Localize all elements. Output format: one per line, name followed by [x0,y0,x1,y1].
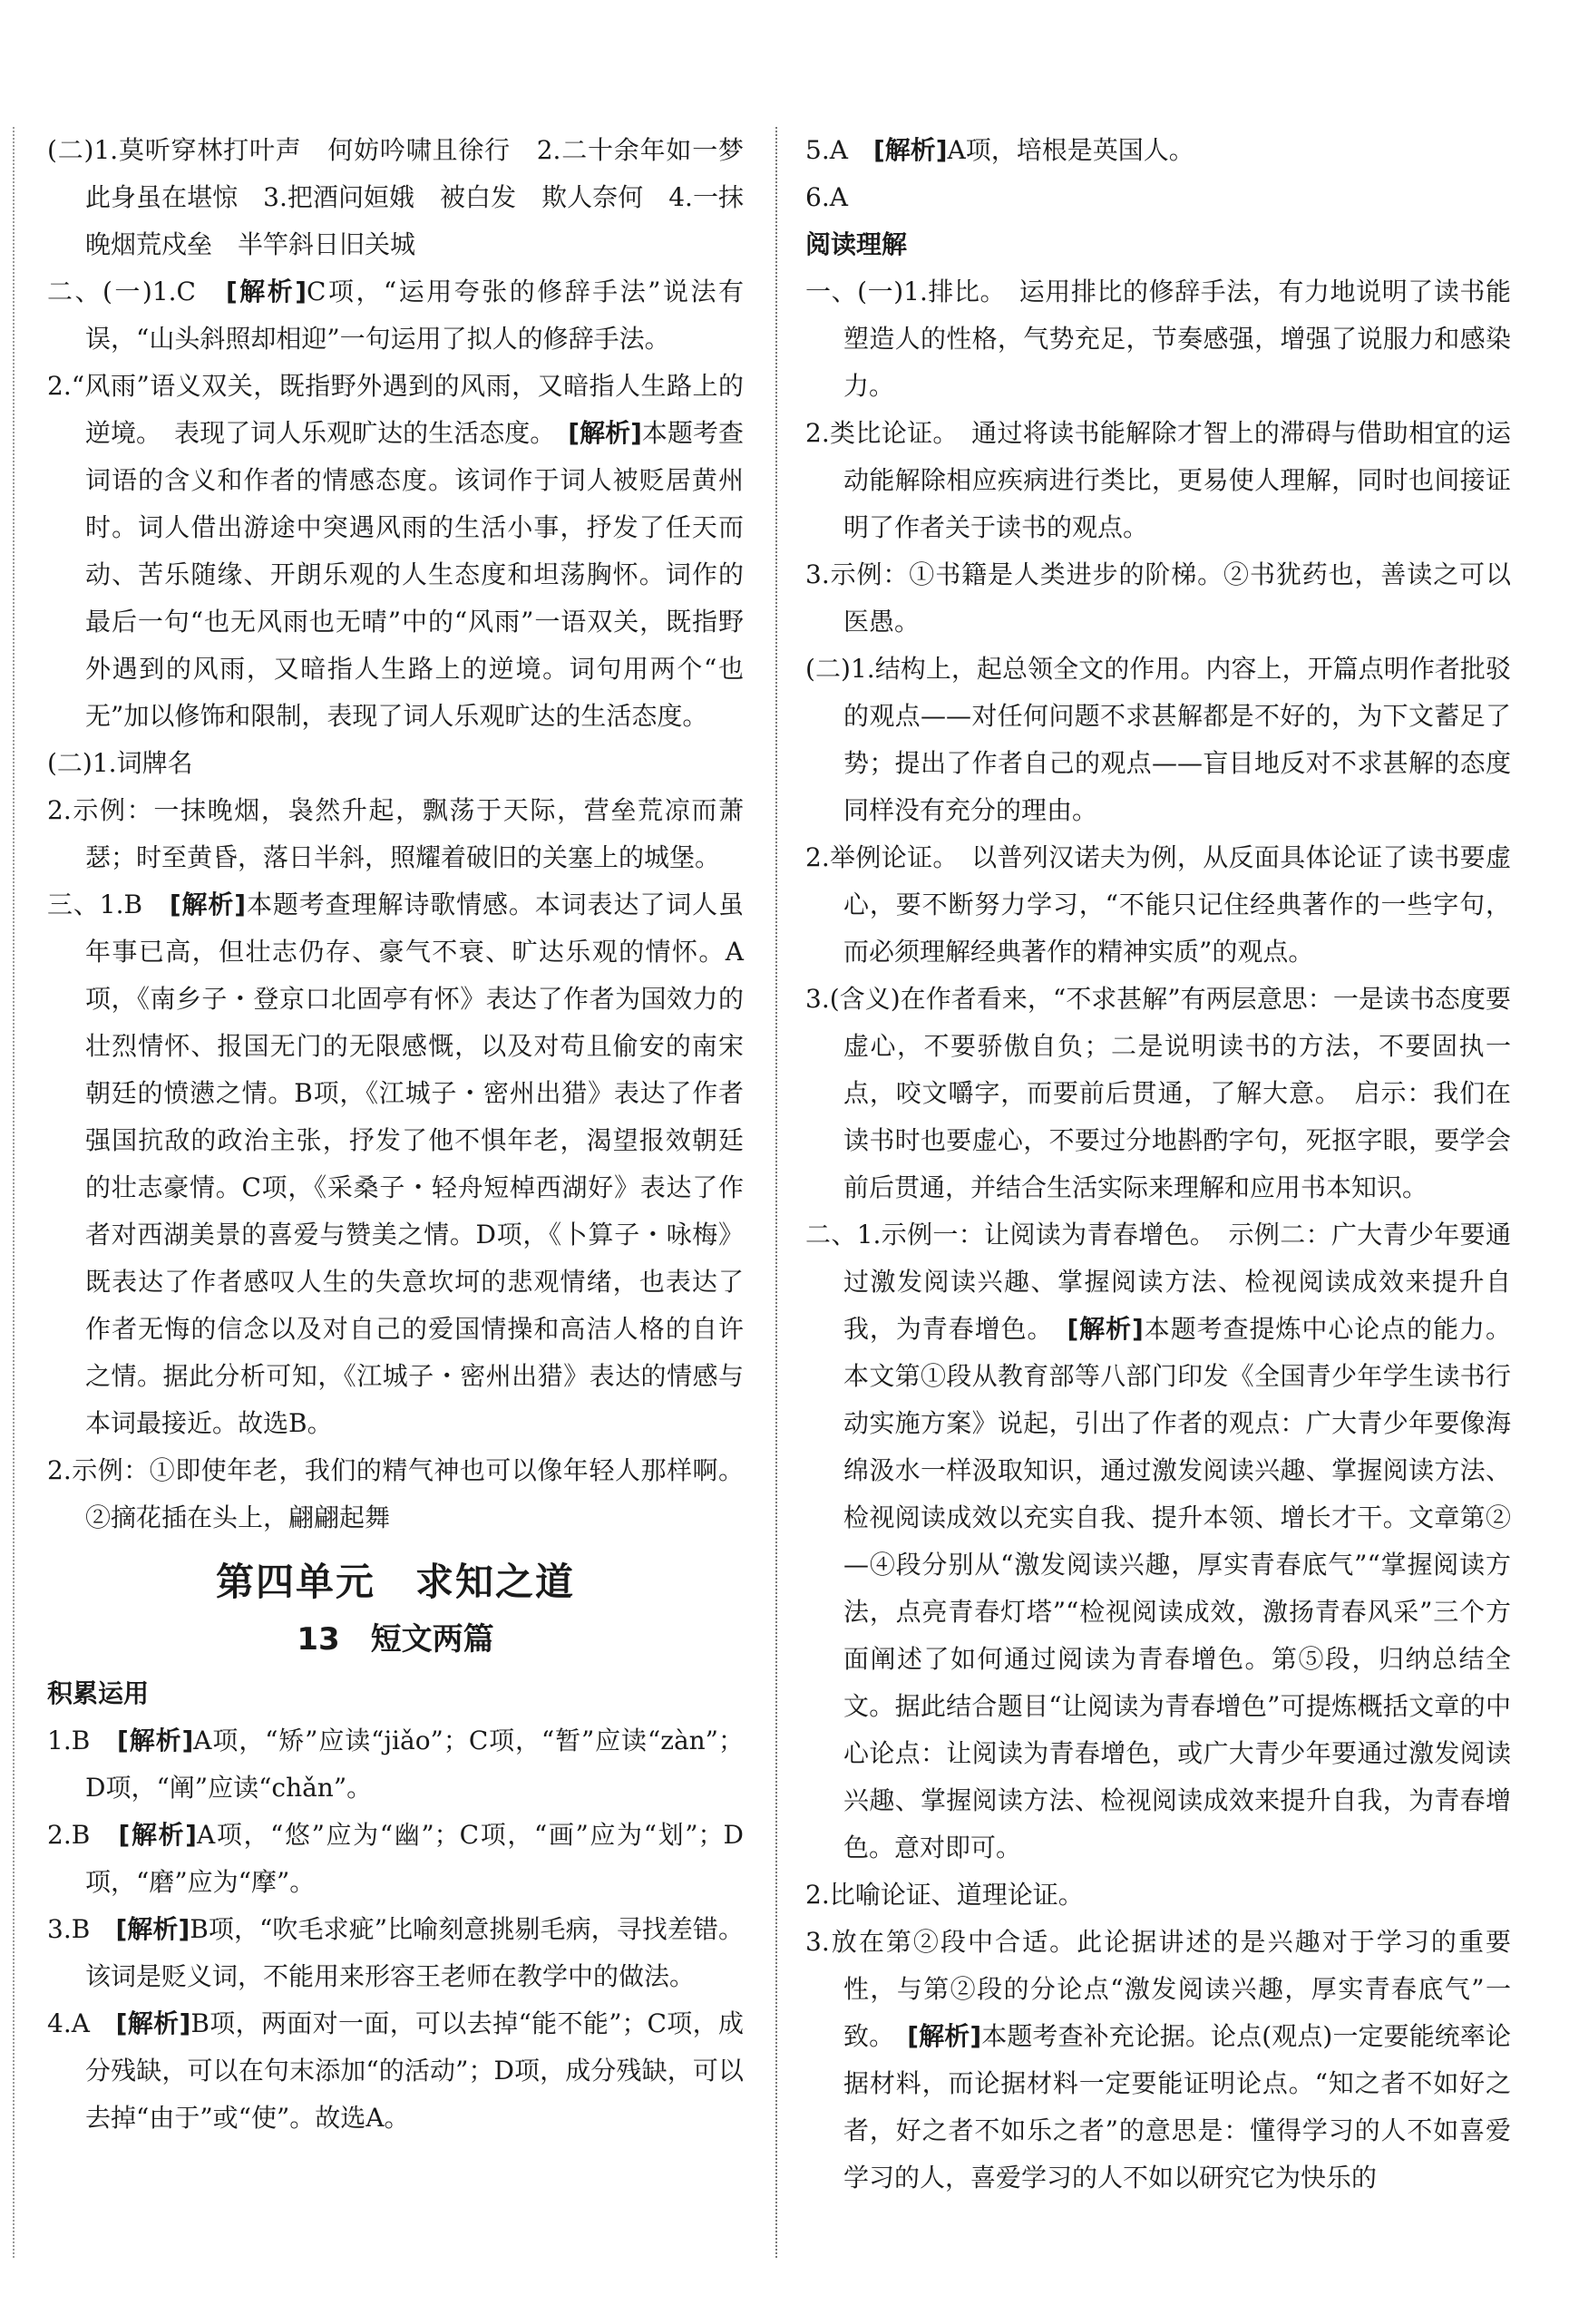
column-divider [775,127,777,2258]
answer-block [47,1906,744,2000]
answer-block: (二)1.莫听穿林打叶声 何妨吟啸且徐行 2.二十余年如一梦 此身虽在堪惊 3.把酒问姮娥 被白发 欺人奈何 4.一抹晚烟荒戍垒 半竿斜日旧关城 [47,135,770,259]
answer-text: 2.B [47,1820,119,1850]
answer-text: 3.放在第②段中合适。此论据讲述的是兴趣对于学习的重要性，与第②段的分论点“激发阅读兴趣，厚实青春底气”一致。 [805,1927,1511,2051]
answer-text: 1.B [47,1726,118,1755]
analysis-text: A项，培根是英国人。 [947,135,1194,165]
answer-block: 一、(一)1.排比。 运用排比的修辞手法，有力地说明了读书能塑造人的性格，气势充足，节奏感强，增强了说服力和感染力。 [805,277,1511,401]
answer-block [47,2000,744,2142]
analysis-text: A项，“矫”应读“jiǎo”；C项，“暂”应读“zàn”；D项，“阐”应读“chǎn”。 [85,1726,744,1803]
lesson-title: 13 短文两篇 [297,1621,494,1658]
section-heading: 积累运用 [47,1678,150,1708]
answer-block: (二)1.结构上，起总领全文的作用。内容上，开篇点明作者批驳的观点——对任何问题不求甚解都是不好的，为下文蓄足了势；提出了作者自己的观点——盲目地反对不求甚解的态度同样没有充分的理由。 [805,654,1511,825]
answer-block: 2.类比论证。 通过将读书能解除才智上的滞碍与借助相宜的运动能解除相应疾病进行类比，更易使人理解，同时也间接证明了作者关于读书的观点。 [805,418,1511,542]
answer-block [805,1919,1511,2202]
answer-block: 2.示例：一抹晚烟，袅然升起，飘荡于天际，营垒荒凉而萧瑟；时至黄昏，落日半斜，照耀着破旧的关塞上的城堡。 [47,795,744,872]
analysis-text: A项，“悠”应为“幽”；C项，“画”应为“划”；D项，“磨”应为“摩”。 [85,1820,744,1897]
answer-block: (二)1.词牌名 [47,748,193,778]
answer-text: 2.“风雨”语义双关，既指野外遇到的风雨，又暗指人生路上的逆境。 表现了词人乐观旷达的生活态度。 [47,371,744,448]
analysis-text: C项，“运用夸张的修辞手法”说法有误，“山头斜照却相迎”一句运用了拟人的修辞手法。 [85,277,744,354]
answer-block: 6.A [805,182,848,212]
answer-block [47,1812,744,1906]
left-margin-line [13,127,15,2258]
answer-block: 2.比喻论证、道理论证。 [805,1880,1084,1910]
answer-text: 二、1.示例一：让阅读为青春增色。 示例二：广大青少年要通过激发阅读兴趣、掌握阅读方法、检视阅读成效来提升自我，为青春增色。 [805,1220,1511,1344]
analysis-tag: [解析] [169,890,247,919]
right-column [805,127,1511,2297]
analysis-tag: [解析] [117,1726,194,1755]
answer-block [805,1211,1511,1872]
analysis-text: B项，两面对一面，可以去掉“能不能”；C项，成分残缺，可以在句末添加“的活动”；D项，成分残缺，可以去掉“由于”或“使”。故选A。 [85,2008,744,2133]
answer-text: 3.B [47,1914,116,1944]
analysis-tag: [解析] [115,1914,190,1944]
analysis-tag: [解析] [907,2021,982,2051]
answer-text: 三、1.B [47,890,170,919]
answer-block [47,881,744,1447]
answer-block: 2.示例：①即使年老，我们的精气神也可以像年轻人那样啊。②摘花插在头上，翩翩起舞 [47,1455,744,1532]
answer-block [47,268,744,363]
answer-block: 3.(含义)在作者看来，“不求甚解”有两层意思：一是读书态度要虚心，不要骄傲自负；二是说明读书的方法，不要固执一点，咬文嚼字，而要前后贯通，了解大意。 启示：我们在读书时也要虚心，不要过分地斟酌字句，死抠字眼，要学会前后贯通，并结合生活实际来理解和应用书本知识。 [805,984,1511,1202]
answer-block [47,363,744,740]
section-heading: 阅读理解 [805,229,908,259]
analysis-tag: [解析] [872,135,948,165]
analysis-text: 本题考查补充论据。论点(观点)一定要能统率论据材料，而论据材料一定要能证明论点。“知之者不如好之者，好之者不如乐之者”的意思是：懂得学习的人不如喜爱学习的人，喜爱学习的人不如以研究它为快乐的 [843,2021,1511,2193]
answer-text: 二、(一)1.C [47,277,226,306]
answer-text: 5.A [805,135,873,165]
analysis-tag: [解析] [1067,1314,1144,1344]
analysis-tag: [解析] [115,2008,191,2038]
left-column [47,127,770,2297]
answer-block: 2.举例论证。 以普列汉诺夫为例，从反面具体论证了读书要虚心，要不断努力学习，“不能只记住经典著作的一些字句，而必须理解经典著作的精神实质”的观点。 [805,842,1511,967]
analysis-text: 本题考查理解诗歌情感。本词表达了词人虽年事已高，但壮志仍存、豪气不衰、旷达乐观的情怀。A项，《南乡子・登京口北固亭有怀》表达了作者为国效力的壮烈情怀、报国无门的无限感慨，以及对苟且偷安的南宋朝廷的愤懑之情。B项，《江城子・密州出猎》表达了作者强国抗敌的政治主张，抒发了他不惧年老，渴望报效朝廷的壮志豪情。C项，《采桑子・轻舟短棹西湖好》表达了作者对西湖美景的喜爱与赞美之情。D项，《卜算子・咏梅》既表达了作者感叹人生的失意坎坷的悲观情绪，也表达了作者无悔的信念以及对自己的爱国情操和高洁人格的自许之情。据此分析可知，《江城子・密州出猎》表达的情感与本词最接近。故选B。 [85,890,744,1438]
answer-block: 3.示例：①书籍是人类进步的阶梯。②书犹药也，善读之可以医愚。 [805,559,1511,637]
answer-block [47,1717,744,1812]
answer-block [805,127,1511,174]
analysis-text: B项，“吹毛求疵”比喻刻意挑剔毛病，寻找差错。该词是贬义词，不能用来形容王老师在教学中的做法。 [85,1914,744,1991]
analysis-tag: [解析] [225,277,307,306]
analysis-tag: [解析] [118,1820,197,1850]
unit-title: 第四单元 求知之道 [215,1560,575,1604]
answer-text: 4.A [47,2008,116,2038]
analysis-text: 本题考查提炼中心论点的能力。本文第①段从教育部等八部门印发《全国青少年学生读书行动实施方案》说起，引出了作者的观点：广大青少年要像海绵汲水一样汲取知识，通过激发阅读兴趣、掌握阅读方法、检视阅读成效以充实自我、提升本领、增长才干。文章第②—④段分别从“激发阅读兴趣，厚实青春底气”“掌握阅读方法，点亮青春灯塔”“检视阅读成效，激扬青春风采”三个方面阐述了如何通过阅读为青春增色。第⑤段，归纳总结全文。据此结合题目“让阅读为青春增色”可提炼概括文章的中心论点：让阅读为青春增色，或广大青少年要通过激发阅读兴趣、掌握阅读方法、检视阅读成效来提升自我，为青春增色。意对即可。 [843,1314,1511,1862]
analysis-text: 本题考查词语的含义和作者的情感态度。该词作于词人被贬居黄州时。词人借出游途中突遇风雨的生活小事，抒发了任天而动、苦乐随缘、开朗乐观的人生态度和坦荡胸怀。词作的最后一句“也无风雨也无晴”中的“风雨”一语双关，既指野外遇到的风雨，又暗指人生路上的逆境。词句用两个“也无”加以修饰和限制，表现了词人乐观旷达的生活态度。 [85,418,744,731]
analysis-tag: [解析] [568,418,642,448]
